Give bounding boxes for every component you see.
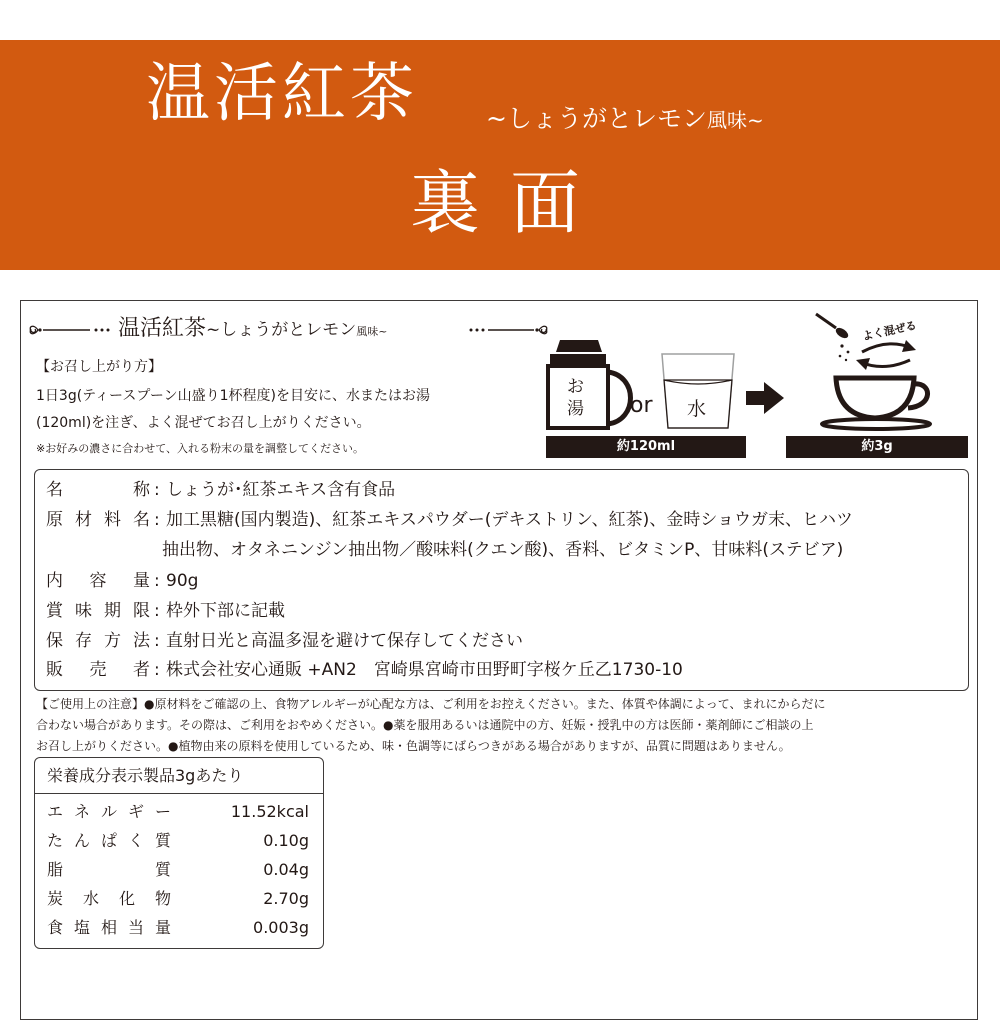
nutrition-row	[47, 831, 309, 851]
spec-value: 抽出物、オタネニンジン抽出物／酸味料(クエン酸)、香料、ビタミンP、甘味料(ステビア)	[162, 540, 844, 560]
mix-text: よく混ぜる	[861, 318, 918, 344]
kettle-or-glass-illustration	[546, 336, 746, 436]
spec-key: 名 称	[46, 480, 150, 500]
banner-title: 温活紅茶	[146, 57, 418, 131]
ornament-left-icon	[28, 322, 116, 338]
caution-line-3: お召し上がりください。●植物由来の原料を使用しているため、味・色調等にばらつきがある場合がありますが、品質に問題はありません。	[36, 739, 791, 753]
nutrition-name: 炭水化物	[47, 889, 171, 908]
spec-key: 原材料名	[46, 510, 150, 530]
teacup-icon	[822, 378, 930, 429]
nutrition-value: 2.70g	[263, 889, 309, 908]
pot-text-2: 湯	[567, 399, 584, 419]
howto-line-2: (120ml)を注ぎ、よく混ぜてお召し上がりください。	[36, 415, 371, 431]
howto-heading: 【お召し上がり方】	[36, 359, 162, 375]
nutrition-row	[47, 889, 309, 909]
spec-key: 販売者	[46, 660, 150, 680]
product-title-sub: ~しょうがとレモン	[206, 320, 357, 340]
nutrition-row	[47, 802, 309, 822]
howto-note: ※お好みの濃さに合わせて、入れる粉末の量を調整してください。	[36, 442, 364, 455]
nutrition-name: 食塩相当量	[47, 918, 171, 937]
nutrition-row	[47, 860, 309, 880]
nutrition-name: たんぱく質	[47, 831, 171, 850]
nutrition-value: 0.10g	[263, 831, 309, 850]
spec-row-expiry: 賞味期限 : 枠外下部に記載	[46, 601, 285, 621]
spec-key: 保存方法	[46, 631, 150, 651]
spec-value: 直射日光と高温多湿を避けて保存してください	[166, 631, 523, 651]
spec-row-storage: 保存方法 : 直射日光と高温多湿を避けて保存してください	[46, 631, 523, 651]
pot-text-1: お	[567, 377, 584, 397]
spec-row-ingredients: 原材料名 : 加工黒糖(国内製造)、紅茶エキスパウダー(デキストリン、紅茶)、金時ショウガ末、ヒハツ	[46, 510, 853, 530]
kettle-icon	[548, 340, 631, 428]
spec-row-seller: 販売者 : 株式会社安心通販 +AN2 宮崎県宮崎市田野町字桜ケ丘乙1730-10	[46, 660, 683, 680]
nutrition-table	[34, 757, 324, 949]
nutrition-value: 0.04g	[263, 860, 309, 879]
product-title-main: 温活紅茶	[118, 316, 207, 341]
water-amount-label: 約120ml	[546, 436, 746, 458]
nutrition-heading: 栄養成分表示製品3gあたり	[35, 758, 323, 794]
glass-text: 水	[687, 398, 707, 420]
ornament-right-icon	[468, 322, 550, 338]
nutrition-value: 11.52kcal	[230, 802, 309, 821]
nutrition-row	[47, 918, 309, 938]
spoon-icon	[816, 314, 850, 340]
nutrition-name: エネルギー	[47, 802, 171, 821]
spec-key: 賞味期限	[46, 601, 150, 621]
spec-row-name: 名 称 : しょうが･紅茶エキス含有食品	[46, 480, 396, 500]
spec-value: 株式会社安心通販 +AN2 宮崎県宮崎市田野町字桜ケ丘乙1730-10	[166, 660, 683, 680]
caution-line-2: 合わない場合があります。その際は、ご利用をおやめください。●薬を服用あるいは通院中の方、妊娠・授乳中の方は医師・薬剤師にご相談の上	[36, 718, 814, 732]
howto-line-1: 1日3g(ティースプーン山盛り1杯程度)を目安に、水またはお湯	[36, 388, 431, 404]
stir-arrows-icon	[856, 340, 916, 370]
spec-value: 加工黒糖(国内製造)、紅茶エキスパウダー(デキストリン、紅茶)、金時ショウガ末、ヒハツ	[166, 510, 853, 530]
spec-value: 枠外下部に記載	[166, 601, 285, 621]
or-text: or	[630, 393, 653, 418]
spec-row-content: 内容量 : 90g	[46, 571, 199, 591]
spec-value: 90g	[166, 571, 199, 591]
powder-amount-label: 約3g	[786, 436, 968, 458]
arrow-right-icon	[746, 380, 786, 416]
header-banner	[0, 40, 1000, 270]
caution-line-1: 【ご使用上の注意】●原材料をご確認の上、食物アレルギーが心配な方は、ご利用をお控えください。また、体質や体調によって、まれにからだに	[36, 697, 826, 711]
teacup-illustration	[812, 308, 972, 438]
banner-subtitle-small: 風味~	[706, 108, 764, 132]
spec-value: しょうが･紅茶エキス含有食品	[166, 480, 396, 500]
spec-key: 内容量	[46, 571, 150, 591]
nutrition-name: 脂質	[47, 860, 171, 879]
banner-subtitle-main: ~しょうがとレモン	[486, 104, 707, 133]
spec-row-ingredients-cont	[162, 542, 843, 559]
product-title	[118, 318, 387, 340]
back-side-label: 裏面	[410, 162, 610, 244]
product-title-small: 風味~	[356, 325, 388, 338]
nutrition-value: 0.003g	[253, 918, 309, 937]
banner-subtitle	[486, 106, 764, 131]
